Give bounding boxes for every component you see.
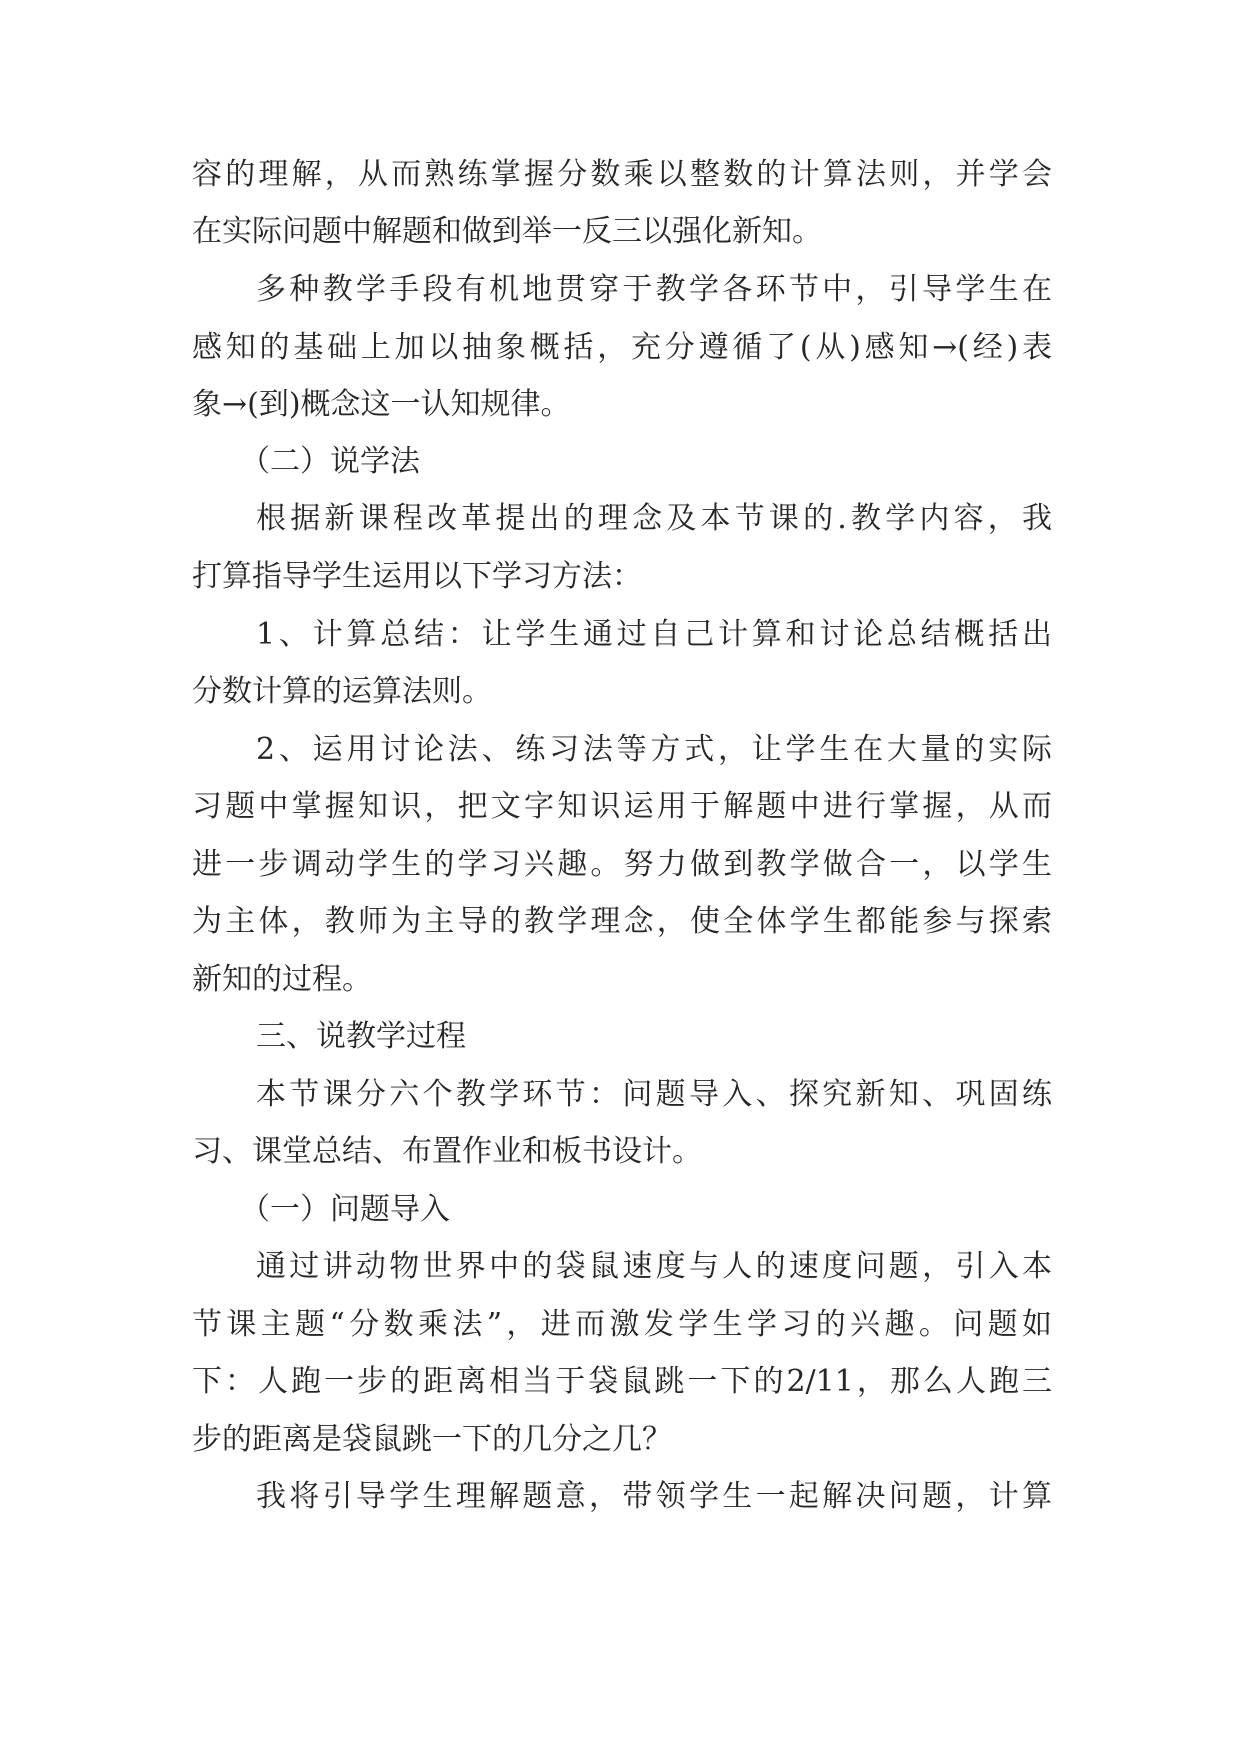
- paragraph-line: 新知的过程。: [192, 962, 372, 997]
- paragraph-line: 节课主题“分数乘法”，进而激发学生学习的兴趣。问题如: [192, 1307, 1052, 1342]
- paragraph-line: 步的距离是袋鼠跳一下的几分之几？: [192, 1422, 672, 1457]
- paragraph-line: 习、课堂总结、布置作业和板书设计。: [192, 1134, 702, 1169]
- section-heading: （一）问题导入: [240, 1192, 450, 1227]
- section-heading: 三、说教学过程: [256, 1019, 466, 1054]
- paragraph-line: 象→(到)概念这一认知规律。: [192, 387, 571, 422]
- section-heading: （二）说学法: [240, 444, 420, 479]
- paragraph-line: 多种教学手段有机地贯穿于教学各环节中，引导学生在: [256, 272, 1052, 307]
- paragraph-line: 为主体，教师为主导的教学理念，使全体学生都能参与探索: [192, 904, 1052, 939]
- paragraph-line: 我将引导学生理解题意，带领学生一起解决问题，计算: [256, 1479, 1052, 1514]
- paragraph-line: 根据新课程改革提出的理念及本节课的.教学内容，我: [256, 501, 1052, 536]
- paragraph-line: 在实际问题中解题和做到举一反三以强化新知。: [192, 214, 822, 249]
- paragraph-line: 感知的基础上加以抽象概括，充分遵循了(从)感知→(经)表: [192, 330, 1052, 365]
- paragraph-line: 容的理解，从而熟练掌握分数乘以整数的计算法则，并学会: [192, 157, 1052, 192]
- paragraph-line: 进一步调动学生的学习兴趣。努力做到教学做合一，以学生: [192, 847, 1052, 882]
- paragraph-line: 打算指导学生运用以下学习方法：: [192, 559, 642, 594]
- paragraph-line: 2、运用讨论法、练习法等方式，让学生在大量的实际: [256, 732, 1052, 767]
- paragraph-line: 下：人跑一步的距离相当于袋鼠跳一下的2/11，那么人跑三: [192, 1364, 1052, 1399]
- paragraph-line: 1、计算总结：让学生通过自己计算和讨论总结概括出: [256, 617, 1052, 652]
- paragraph-line: 本节课分六个教学环节：问题导入、探究新知、巩固练: [256, 1077, 1052, 1112]
- paragraph-line: 通过讲动物世界中的袋鼠速度与人的速度问题，引入本: [256, 1249, 1052, 1284]
- paragraph-line: 习题中掌握知识，把文字知识运用于解题中进行掌握，从而: [192, 789, 1052, 824]
- paragraph-line: 分数计算的运算法则。: [192, 674, 492, 709]
